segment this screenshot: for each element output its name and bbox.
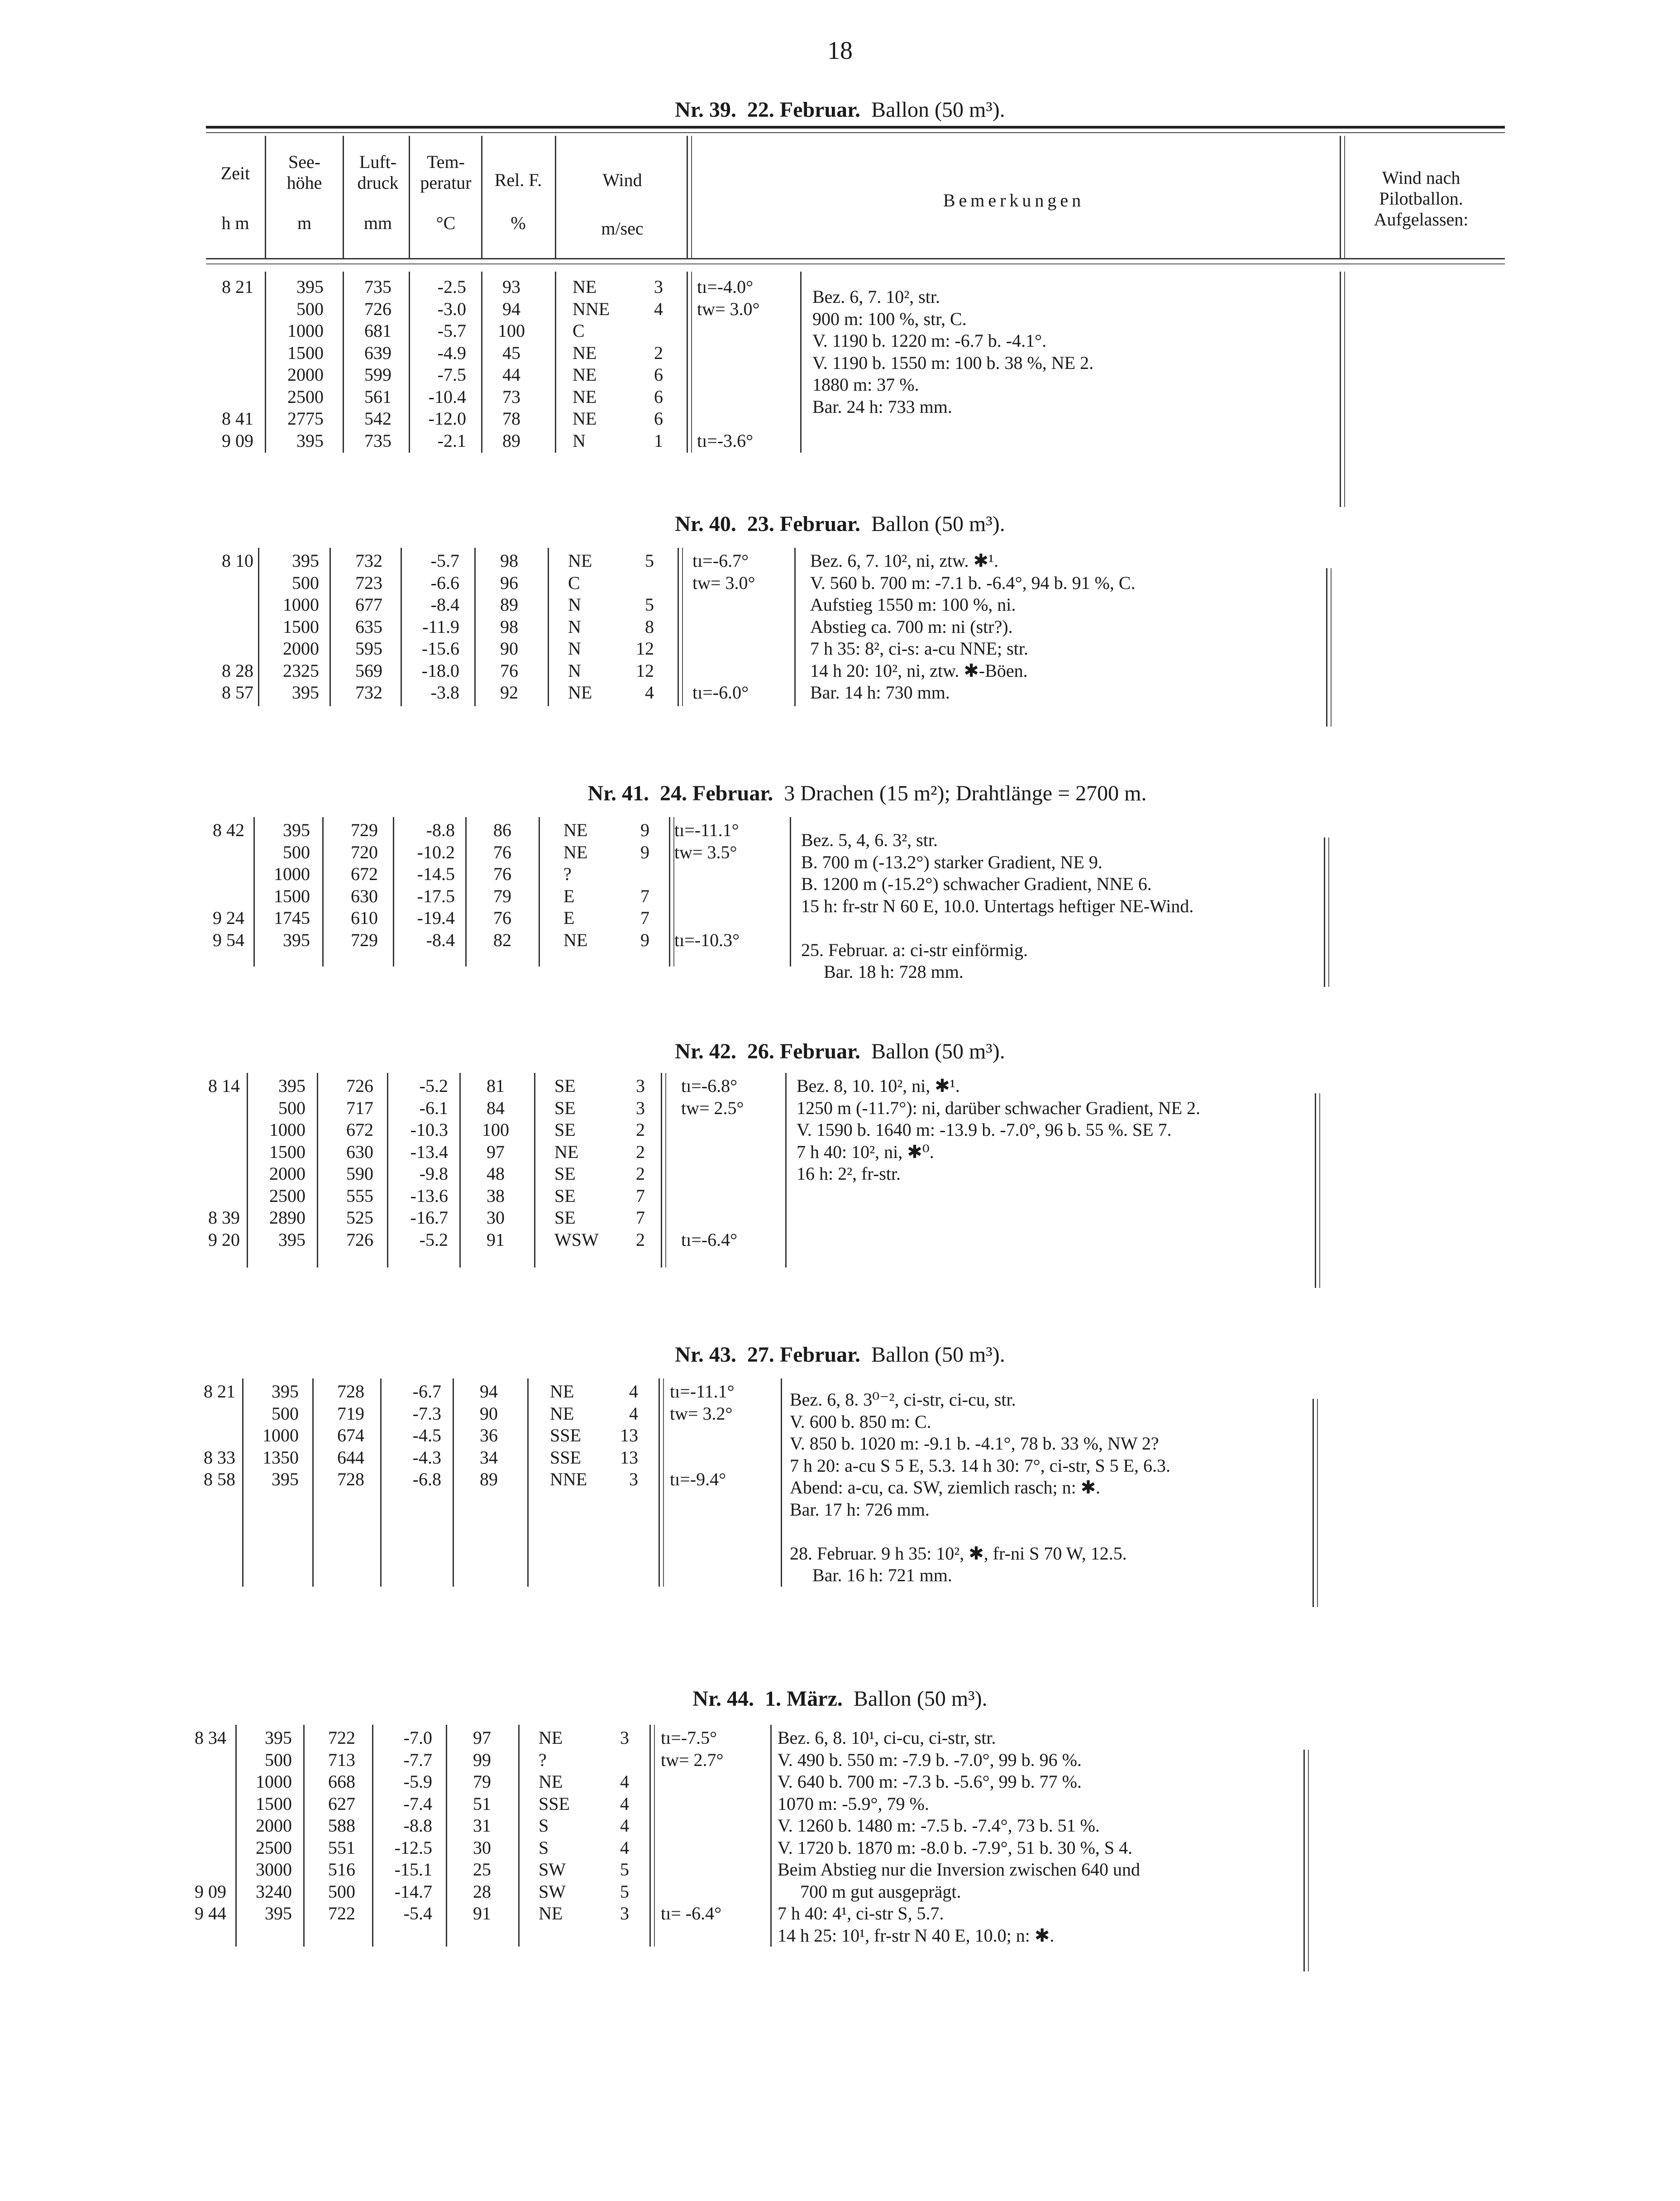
col-wspd: 3 4 2 6 6 6 1	[654, 277, 663, 451]
remarks: Bez. 6, 8. 10¹, ci-cu, ci-str, str. V. 490 b. 550 m: -7.9 b. -7.0°, 99 b. 96 %. V. 640 b. 700 m: -7.3 b. -5.6°, 99 b. 77 %. 1070 m: -5.9°, 79 %. V. 1260 b. 1480 m: -7.5 b. -7.4°, 73 b. 51 %. V. 1720 b. 1870 m: -8.0 b. -7.9°, 51 b. 30 %, S 4. Beim Abstieg nur die Inversion zwischen 640 und 700 m gut ausgeprägt. 7 h 40: 4¹, ci-str S, 5.7. 14 h 25: 10¹, fr-str N 40 E, 10.0; n: ✱.	[778, 1727, 1140, 1946]
col-druck: 726 717 672 630 590 555 525 726	[346, 1076, 373, 1250]
col-relf: 94 90 36 34 89	[480, 1381, 498, 1489]
block-title: Nr. 43. 27. Februar. Ballon (50 m³).	[675, 1343, 1005, 1367]
col-zeit: 8 21 8 41 9 09	[222, 277, 253, 451]
col-druck: 732 723 677 635 595 569 732	[355, 550, 382, 703]
col-temp-extremes: tı=-11.1° tw= 3.5° tı=-10.3°	[674, 820, 740, 950]
header-wind-unit: m/sec	[601, 218, 644, 239]
remarks: Bez. 6, 7. 10², str. 900 m: 100 %, str, C. V. 1190 b. 1220 m: -6.7 b. -4.1°. V. 1190 b. 1550 m: 100 b. 38 %, NE 2. 1880 m: 37 %. Bar. 24 h: 733 mm.	[812, 287, 1094, 417]
header-seehoehe-unit: m	[297, 213, 312, 233]
col-druck: 729 720 672 630 610 729	[351, 820, 378, 950]
col-hoehe: 395 500 1000 1500 1745 395	[274, 820, 310, 950]
header-zeit-unit: h m	[221, 213, 249, 233]
col-hoehe: 395 500 1000 1500 2000 2500 2775 395	[287, 277, 324, 451]
col-wspd: 4 4 13 13 3	[620, 1381, 638, 1489]
col-wdir: NE NE ? E E NE	[563, 820, 588, 950]
col-temp-extremes: tı=-11.1° tw= 3.2° tı=-9.4°	[670, 1381, 735, 1489]
col-temp-extremes: tı=-6.7° tw= 3.0° tı=-6.0°	[692, 550, 755, 703]
col-temp-extremes: tı=-4.0° tw= 3.0° tı=-3.6°	[697, 277, 760, 451]
header-wind: Wind	[602, 170, 642, 190]
block-title: Nr. 40. 23. Februar. Ballon (50 m³).	[675, 512, 1005, 536]
col-relf: 97 99 79 51 31 30 25 28 91	[473, 1727, 491, 1923]
remarks: Bez. 5, 4, 6. 3², str. B. 700 m (-13.2°) starker Gradient, NE 9. B. 1200 m (-15.2°) schwacher Gradient, NNE 6. 15 h: fr-str N 60 E, 10.0. Untertags heftiger NE-Wind. 25. Februar. a: ci-str einförmig. Bar. 18 h: 728 mm.	[801, 830, 1194, 982]
page-number: 18	[827, 37, 853, 65]
header-seehoehe: See- höhe	[286, 152, 322, 193]
table-top-rule-thin	[206, 132, 1505, 133]
block-title: Nr. 44. 1. März. Ballon (50 m³).	[692, 1687, 988, 1711]
header-luftdruck: Luft- druck	[357, 152, 399, 193]
col-temp: -5.2 -6.1 -10.3 -13.4 -9.8 -13.6 -16.7 -5.2	[410, 1076, 448, 1250]
col-druck: 728 719 674 644 728	[337, 1381, 364, 1489]
header-temperatur-unit: °C	[436, 213, 456, 233]
col-relf: 93 94 100 45 44 73 78 89	[498, 277, 525, 451]
col-zeit: 8 34 9 09 9 44	[195, 1727, 226, 1923]
remarks: Bez. 6, 8. 3⁰⁻², ci-str, ci-cu, str. V. 600 b. 850 m: C. V. 850 b. 1020 m: -9.1 b. -4.1°, 78 b. 33 %, NW 2? 7 h 20: a-cu S 5 E, 5.3. 14 h 30: 7°, ci-str, S 5 E, 6.3. Abend: a-cu, ca. SW, ziemlich rasch; n: ✱. Bar. 17 h: 726 mm. 28. Februar. 9 h 35: 10², ✱, fr-ni S 70 W, 12.5. Bar. 16 h: 721 mm.	[790, 1389, 1170, 1585]
block-title: Nr. 41. 24. Februar. 3 Drachen (15 m²); Drahtlänge = 2700 m.	[587, 781, 1147, 805]
remarks: Bez. 8, 10. 10², ni, ✱¹. 1250 m (-11.7°): ni, darüber schwacher Gradient, NE 2. V. 1590 b. 1640 m: -13.9 b. -7.0°, 96 b. 55 %. SE 7. 7 h 40: 10², ni, ✱⁰. 16 h: 2², fr-str.	[797, 1076, 1201, 1184]
col-temp: -6.7 -7.3 -4.5 -4.3 -6.8	[412, 1381, 441, 1489]
col-druck: 735 726 681 639 599 561 542 735	[364, 277, 391, 451]
col-wspd: 5 5 8 12 12 4	[636, 550, 654, 703]
header-luftdruck-unit: mm	[363, 213, 392, 233]
col-wdir: NE C N N N N NE	[568, 550, 592, 703]
col-wdir: NE NNE C NE NE NE NE N	[573, 277, 610, 451]
block-title: Nr. 39. 22. Februar. Ballon (50 m³).	[675, 98, 1005, 122]
col-zeit: 8 14 8 39 9 20	[208, 1076, 240, 1250]
col-zeit: 8 10 8 28 8 57	[222, 550, 253, 703]
col-temp: -2.5 -3.0 -5.7 -4.9 -7.5 -10.4 -12.0 -2.1	[428, 277, 466, 451]
col-relf: 98 96 89 98 90 76 92	[500, 550, 518, 703]
col-wdir: NE ? NE SSE S S SW SW NE	[539, 1727, 570, 1923]
col-wdir: NE NE SSE SSE NNE	[550, 1381, 587, 1489]
col-wspd: 9 9 7 7 9	[640, 820, 649, 950]
block-title: Nr. 42. 26. Februar. Ballon (50 m³).	[675, 1039, 1005, 1063]
col-temp: -5.7 -6.6 -8.4 -11.9 -15.6 -18.0 -3.8	[421, 550, 459, 703]
header-pilot: Wind nach Pilotballon. Aufgelassen:	[1374, 167, 1469, 230]
col-wdir: SE SE SE NE SE SE SE WSW	[554, 1076, 599, 1250]
col-temp: -7.0 -7.7 -5.9 -7.4 -8.8 -12.5 -15.1 -14.7 -5.4	[394, 1727, 432, 1923]
header-bemerkungen: Bemerkungen	[943, 190, 1085, 211]
col-temp-extremes: tı=-7.5° tw= 2.7° tı= -6.4°	[661, 1727, 724, 1923]
col-hoehe: 395 500 1000 1350 395	[262, 1381, 299, 1489]
table-top-rule	[206, 126, 1505, 129]
header-temperatur: Tem- peratur	[420, 152, 472, 193]
col-druck: 722 713 668 627 588 551 516 500 722	[328, 1727, 355, 1923]
col-hoehe: 395 500 1000 1500 2000 2325 395	[283, 550, 319, 703]
col-hoehe: 395 500 1000 1500 2000 2500 3000 3240 395	[256, 1727, 292, 1923]
col-relf: 86 76 76 79 76 82	[493, 820, 511, 950]
col-relf: 81 84 100 97 48 38 30 91	[482, 1076, 509, 1250]
remarks: Bez. 6, 7. 10², ni, ztw. ✱¹. V. 560 b. 700 m: -7.1 b. -6.4°, 94 b. 91 %, C. Aufstieg 1550 m: 100 %, ni. Abstieg ca. 700 m: ni (str?). 7 h 35: 8², ci-s: a-cu NNE; str. 14 h 20: 10², ni, ztw. ✱-Böen. Bar. 14 h: 730 mm.	[810, 550, 1136, 703]
header-relf-unit: %	[511, 213, 526, 233]
col-zeit: 8 21 8 33 8 58	[204, 1381, 235, 1489]
col-temp: -8.8 -10.2 -14.5 -17.5 -19.4 -8.4	[417, 820, 455, 950]
col-temp-extremes: tı=-6.8° tw= 2.5° tı=-6.4°	[681, 1076, 744, 1250]
col-zeit: 8 42 9 24 9 54	[213, 820, 244, 950]
header-relf: Rel. F.	[494, 170, 542, 190]
header-zeit: Zeit	[220, 163, 250, 183]
col-wspd: 3 4 4 4 4 5 5 3	[620, 1727, 629, 1923]
col-wspd: 3 3 2 2 2 7 7 2	[636, 1076, 645, 1250]
col-hoehe: 395 500 1000 1500 2000 2500 2890 395	[269, 1076, 305, 1250]
